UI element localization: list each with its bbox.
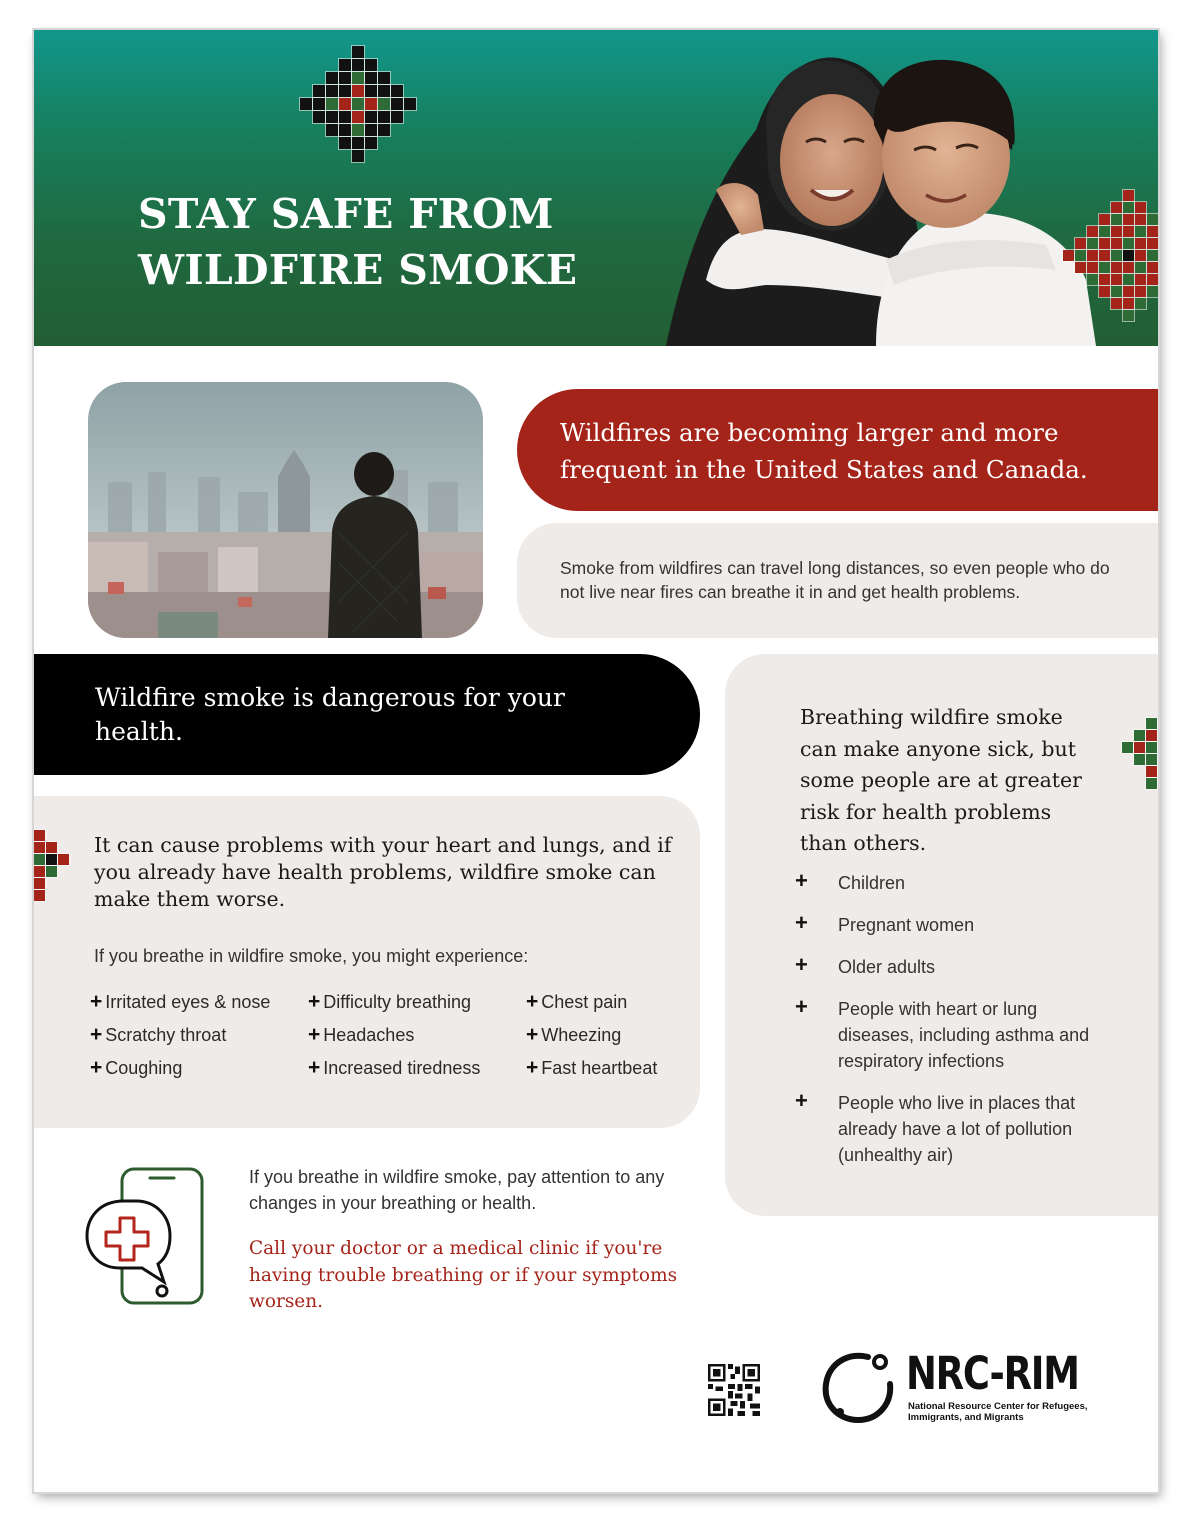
- pixel-block: [1123, 214, 1134, 225]
- plus-icon: +: [90, 1056, 103, 1079]
- advice-call-to-action: Call your doctor or a medical clinic if you're having trouble breathing or if your symptoms worsen.: [249, 1238, 678, 1312]
- list-item: + Children: [795, 868, 906, 893]
- pixel-block: [1075, 250, 1086, 261]
- pixel-block: [1146, 718, 1157, 729]
- list-item: + Older adults: [795, 952, 936, 977]
- callout-headline: Wildfires are becoming larger and more frequent in the United States and Canada.: [560, 418, 1088, 484]
- pixel-block: [34, 842, 45, 853]
- pixel-block: [1135, 298, 1146, 309]
- pixel-block: [1111, 214, 1122, 225]
- pixel-block: [391, 98, 403, 110]
- pixel-block: [1122, 742, 1133, 753]
- flyer-page: [34, 30, 1158, 1492]
- pixel-block: [1147, 214, 1158, 225]
- pixel-block: [34, 878, 45, 889]
- pixel-block: [1146, 766, 1157, 777]
- pixel-block: [1111, 226, 1122, 237]
- pixel-block: [1135, 238, 1146, 249]
- pixel-block: [378, 111, 390, 123]
- qr-code-icon: [708, 1364, 760, 1416]
- list-item: + People with heart or lung diseases, including asthma and respiratory infections: [795, 994, 1090, 1071]
- pixel-block: [1123, 298, 1134, 309]
- callout-body-panel: [517, 523, 1158, 638]
- pixel-block: [352, 46, 364, 58]
- pixel-block: [352, 98, 364, 110]
- pixel-block: [1135, 262, 1146, 273]
- pixel-block: [1147, 286, 1158, 297]
- pixel-pattern-icon: [34, 830, 70, 908]
- symptoms-list: [90, 990, 690, 1080]
- pixel-block: [365, 98, 377, 110]
- plus-icon: +: [308, 1023, 321, 1046]
- plus-icon: +: [526, 990, 539, 1013]
- pixel-block: [391, 111, 403, 123]
- pixel-block: [1123, 250, 1134, 261]
- pixel-block: [365, 137, 377, 149]
- risk-groups-list: [725, 870, 1158, 1184]
- symptom-item: + Headaches: [308, 1023, 415, 1046]
- pixel-block: [378, 85, 390, 97]
- plus-icon: +: [526, 1056, 539, 1079]
- pixel-block: [352, 124, 364, 136]
- pixel-block: [326, 85, 338, 97]
- pixel-block: [1123, 274, 1134, 285]
- pixel-block: [1087, 226, 1098, 237]
- pixel-block: [1146, 742, 1157, 753]
- plus-icon: +: [795, 910, 808, 935]
- pixel-block: [326, 98, 338, 110]
- plus-icon: +: [795, 952, 808, 977]
- plus-icon: +: [795, 994, 808, 1019]
- pixel-block: [365, 85, 377, 97]
- pixel-block: [339, 137, 351, 149]
- pixel-block: [1099, 274, 1110, 285]
- plus-icon: +: [308, 1056, 321, 1079]
- danger-banner: [34, 654, 700, 775]
- pixel-block: [1123, 202, 1134, 213]
- pixel-block: [339, 98, 351, 110]
- pixel-block: [1134, 754, 1145, 765]
- pixel-block: [46, 854, 57, 865]
- pixel-block: [339, 59, 351, 71]
- symptom-item: + Increased tiredness: [308, 1056, 481, 1079]
- pixel-block: [34, 866, 45, 877]
- symptom-item: + Irritated eyes & nose: [90, 990, 271, 1013]
- plus-icon: +: [90, 1023, 103, 1046]
- pixel-block: [1099, 262, 1110, 273]
- pixel-block: [1111, 298, 1122, 309]
- pixel-block: [352, 137, 364, 149]
- pixel-block: [339, 85, 351, 97]
- pixel-block: [326, 111, 338, 123]
- symptom-item: + Difficulty breathing: [308, 990, 472, 1013]
- pixel-block: [339, 124, 351, 136]
- risk-panel: [725, 654, 1158, 1216]
- plus-icon: +: [795, 1088, 808, 1113]
- pixel-block: [339, 111, 351, 123]
- org-name: NRC-RIM: [906, 1347, 1079, 1400]
- symptom-item: + Wheezing: [526, 1023, 622, 1046]
- pixel-pattern-icon: [1063, 190, 1158, 334]
- pixel-block: [1111, 286, 1122, 297]
- pixel-block: [378, 72, 390, 84]
- nrc-rim-logo-icon: [820, 1348, 896, 1424]
- pixel-block: [1147, 226, 1158, 237]
- pixel-block: [352, 111, 364, 123]
- list-item: + Pregnant women: [795, 910, 975, 935]
- pixel-block: [1146, 754, 1157, 765]
- pixel-block: [34, 830, 45, 841]
- pixel-block: [378, 98, 390, 110]
- pixel-block: [300, 98, 312, 110]
- pixel-block: [46, 842, 57, 853]
- pixel-block: [1111, 262, 1122, 273]
- pixel-block: [1146, 778, 1157, 789]
- pixel-block: [1099, 214, 1110, 225]
- pixel-block: [1087, 262, 1098, 273]
- pixel-block: [1147, 250, 1158, 261]
- symptoms-intro: If you breathe in wildfire smoke, you might experience:: [94, 946, 529, 966]
- pixel-block: [313, 85, 325, 97]
- pixel-block: [365, 124, 377, 136]
- pixel-block: [58, 854, 69, 865]
- pixel-block: [1135, 226, 1146, 237]
- pixel-block: [1087, 250, 1098, 261]
- symptom-item: + Coughing: [90, 1056, 183, 1079]
- pixel-block: [1063, 250, 1074, 261]
- pixel-block: [1075, 262, 1086, 273]
- pixel-block: [1099, 250, 1110, 261]
- pixel-block: [1134, 730, 1145, 741]
- pixel-block: [1099, 286, 1110, 297]
- pixel-block: [313, 98, 325, 110]
- pixel-block: [1099, 238, 1110, 249]
- pixel-block: [1123, 262, 1134, 273]
- symptom-item: + Chest pain: [526, 990, 628, 1013]
- pixel-block: [1111, 274, 1122, 285]
- pixel-pattern-icon: [300, 46, 420, 166]
- pixel-block: [352, 59, 364, 71]
- pixel-block: [326, 124, 338, 136]
- pixel-block: [1075, 238, 1086, 249]
- title-line-2: WILDFIRE SMOKE: [138, 246, 578, 294]
- pixel-block: [1087, 238, 1098, 249]
- pixel-block: [1111, 250, 1122, 261]
- plus-icon: +: [308, 990, 321, 1013]
- header-banner: [34, 30, 1158, 346]
- danger-headline: Wildfire smoke is dangerous for your health.: [95, 683, 565, 746]
- pixel-block: [313, 111, 325, 123]
- symptom-item: + Fast heartbeat: [526, 1056, 658, 1079]
- list-item: + People who live in places that already have a lot of pollution (unhealthy air): [795, 1088, 1076, 1165]
- symptom-item: + Scratchy throat: [90, 1023, 227, 1046]
- pixel-block: [365, 111, 377, 123]
- pixel-block: [352, 85, 364, 97]
- pixel-block: [1135, 250, 1146, 261]
- pixel-block: [391, 85, 403, 97]
- danger-detail: It can cause problems with your heart and lungs, and if you already have health problems, wildfire smoke can make them worse.: [94, 833, 672, 911]
- pixel-block: [1135, 202, 1146, 213]
- callout-banner: [517, 389, 1158, 511]
- title-line-1: STAY SAFE FROM: [138, 190, 554, 238]
- pixel-block: [365, 59, 377, 71]
- pixel-block: [34, 854, 45, 865]
- pixel-block: [46, 866, 57, 877]
- pixel-block: [1135, 286, 1146, 297]
- plus-icon: +: [90, 990, 103, 1013]
- pixel-block: [352, 150, 364, 162]
- pixel-block: [404, 98, 416, 110]
- pixel-block: [1147, 262, 1158, 273]
- pixel-block: [1146, 730, 1157, 741]
- pixel-block: [1123, 226, 1134, 237]
- pixel-block: [1123, 310, 1134, 321]
- pixel-block: [1087, 274, 1098, 285]
- pixel-block: [1099, 226, 1110, 237]
- pixel-block: [378, 124, 390, 136]
- pixel-block: [1134, 742, 1145, 753]
- pixel-block: [1123, 238, 1134, 249]
- page-title: [138, 186, 577, 298]
- city-smoke-photo: [88, 382, 483, 638]
- pixel-pattern-icon: [1122, 718, 1158, 796]
- symptoms-panel: [34, 796, 700, 1128]
- pixel-block: [339, 72, 351, 84]
- pixel-block: [34, 890, 45, 901]
- pixel-block: [1147, 274, 1158, 285]
- pixel-block: [1111, 238, 1122, 249]
- advice-text: If you breathe in wildfire smoke, pay attention to any changes in your breathing or health.: [249, 1167, 665, 1213]
- phone-medical-icon: [84, 1166, 206, 1306]
- pixel-block: [1111, 202, 1122, 213]
- pixel-block: [1147, 238, 1158, 249]
- org-full-name: National Resource Center for Refugees, Immigrants, and Migrants: [908, 1401, 1088, 1423]
- plus-icon: +: [526, 1023, 539, 1046]
- pixel-block: [352, 72, 364, 84]
- callout-body: Smoke from wildfires can travel long distances, so even people who do not live near fires can breathe it in and get health problems.: [560, 558, 1110, 602]
- risk-heading: Breathing wildfire smoke can make anyone sick, but some people are at greater risk for health problems than others.: [800, 705, 1082, 855]
- pixel-block: [1123, 190, 1134, 201]
- pixel-block: [326, 72, 338, 84]
- pixel-block: [1135, 274, 1146, 285]
- plus-icon: +: [795, 868, 808, 893]
- pixel-block: [1123, 286, 1134, 297]
- pixel-block: [1135, 214, 1146, 225]
- pixel-block: [365, 72, 377, 84]
